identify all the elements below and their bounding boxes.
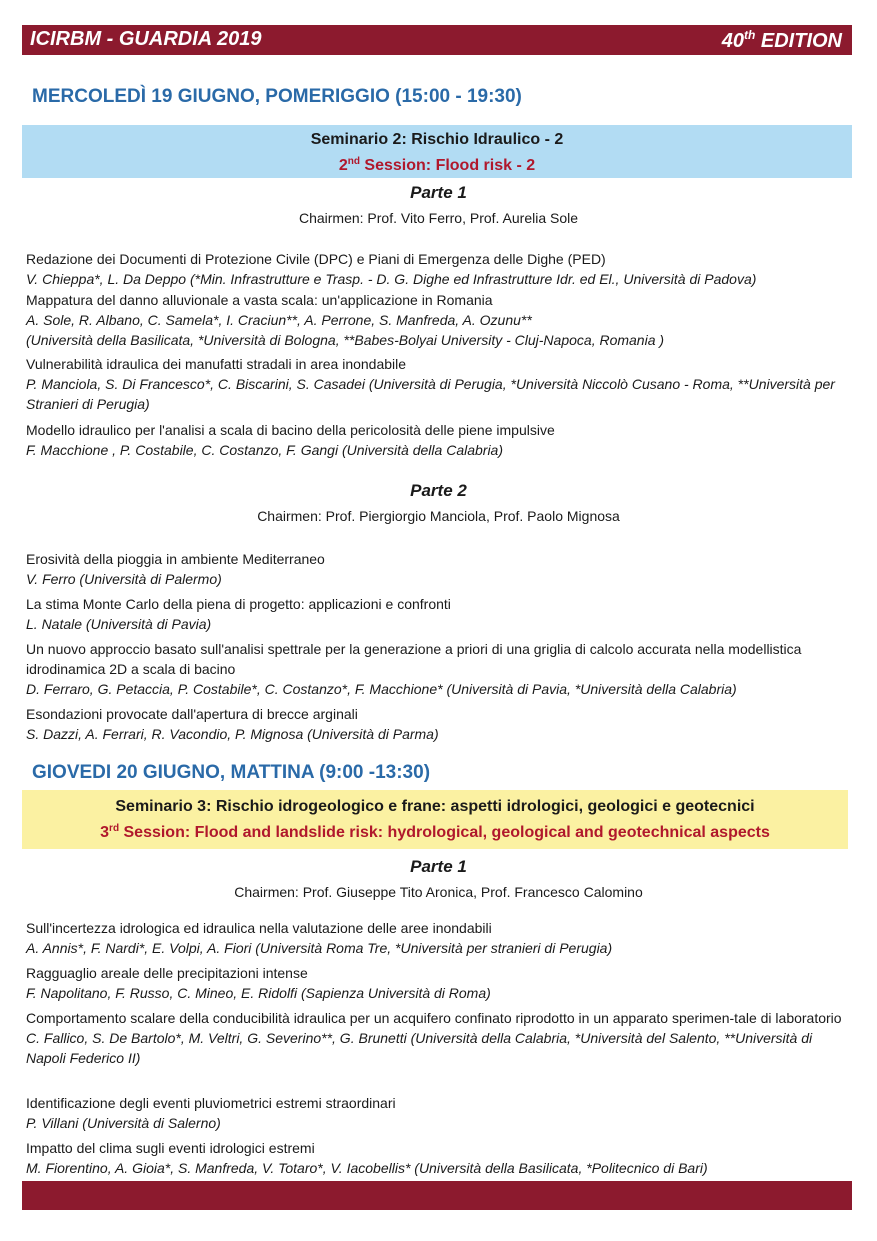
session-title-en: 3rd Session: Flood and landslide risk: hydrological, geological and geotechnical aspects — [100, 823, 770, 841]
talk-authors: D. Ferraro, G. Petaccia, P. Costabile*, C. Costanzo*, F. Macchione* (Università di Pavia, *Università della Calabria) — [26, 681, 737, 697]
chairmen: Chairmen: Prof. Giuseppe Tito Aronica, Prof. Francesco Calomino — [234, 884, 643, 900]
session-title-it: Seminario 3: Rischio idrogeologico e frane: aspetti idrologici, geologici e geotecnici — [115, 798, 755, 815]
edition-label: 40th EDITION — [721, 28, 842, 52]
talk-title: Redazione dei Documenti di Protezione Civile (DPC) e Piani di Emergenza delle Dighe (PED) — [26, 251, 606, 267]
part-heading: Parte 1 — [410, 183, 467, 202]
conference-title: ICIRBM - GUARDIA 2019 — [30, 28, 262, 50]
talk-authors: C. Fallico, S. De Bartolo*, M. Veltri, G. Severino**, G. Brunetti (Università della Calabria, *Università del Salento, **Università di Napoli Federico II) — [26, 1030, 813, 1066]
talk-affiliations: (Università della Basilicata, *Università di Bologna, **Babes-Bolyai University - Cluj-Napoca, Romania ) — [26, 332, 665, 348]
talk-authors: L. Natale (Università di Pavia) — [26, 616, 212, 632]
talk-item — [26, 639, 852, 699]
talk-item — [26, 249, 852, 289]
talk-title: Esondazioni provocate dall'apertura di brecce arginali — [26, 706, 358, 722]
talk-authors: A. Annis*, F. Nardi*, E. Volpi, A. Fiori (Università Roma Tre, *Università per stranieri di Perugia) — [26, 940, 613, 956]
session-box-3 — [22, 790, 848, 849]
talk-item — [26, 1008, 852, 1068]
talk-item — [26, 354, 852, 414]
talk-item — [26, 963, 852, 1003]
talk-title: Ragguaglio areale delle precipitazioni intense — [26, 965, 308, 981]
talk-title: Mappatura del danno alluvionale a vasta scala: un'applicazione in Romania — [26, 292, 493, 308]
talk-authors: S. Dazzi, A. Ferrari, R. Vacondio, P. Mignosa (Università di Parma) — [26, 726, 439, 742]
talk-authors: V. Ferro (Università di Palermo) — [26, 571, 222, 587]
part-heading: Parte 1 — [410, 857, 467, 876]
talk-authors: P. Villani (Università di Salerno) — [26, 1115, 221, 1131]
talk-item — [26, 420, 852, 460]
part-heading: Parte 2 — [410, 481, 467, 500]
talk-title: Impatto del clima sugli eventi idrologici estremi — [26, 1140, 315, 1156]
session-title-it: Seminario 2: Rischio Idraulico - 2 — [310, 131, 564, 148]
talk-title: La stima Monte Carlo della piena di progetto: applicazioni e confronti — [26, 596, 451, 612]
talk-authors: M. Fiorentino, A. Gioia*, S. Manfreda, V. Totaro*, V. Iacobellis* (Università della Basilicata, *Politecnico di Bari) — [26, 1160, 708, 1176]
talk-authors: F. Napolitano, F. Russo, C. Mineo, E. Ridolfi (Sapienza Università di Roma) — [26, 985, 491, 1001]
talk-item — [26, 1093, 852, 1133]
talk-authors: V. Chieppa*, L. Da Deppo (*Min. Infrastrutture e Trasp. - D. G. Dighe ed Infrastrutture Idr. ed El., Università di Padova) — [26, 271, 757, 287]
talk-title: Identificazione degli eventi pluviometrici estremi straordinari — [26, 1095, 396, 1111]
chairmen: Chairmen: Prof. Piergiorgio Manciola, Prof. Paolo Mignosa — [257, 508, 620, 524]
talk-authors: F. Macchione , P. Costabile, C. Costanzo, F. Gangi (Università della Calabria) — [26, 442, 504, 458]
talk-item — [26, 918, 852, 958]
talk-authors: P. Manciola, S. Di Francesco*, C. Biscarini, S. Casadei (Università di Perugia, *Università Niccolò Cusano - Roma, **Università per Stranieri di Perugia) — [26, 376, 835, 412]
talk-title: Modello idraulico per l'analisi a scala di bacino della pericolosità delle piene impulsive — [26, 422, 555, 438]
talk-item — [26, 704, 852, 744]
talk-title: Vulnerabilità idraulica dei manufatti stradali in area inondabile — [26, 356, 407, 372]
footer-bar — [22, 1181, 852, 1210]
talk-title: Sull'incertezza idrologica ed idraulica nella valutazione delle aree inondabili — [26, 920, 492, 936]
talk-title: Comportamento scalare della conducibilità idraulica per un acquifero confinato riprodotto in un apparato sperimen-tale di laboratorio — [26, 1010, 842, 1026]
talk-title: Un nuovo approccio basato sull'analisi spettrale per la generazione a priori di una griglia di calcolo accurata nella modellistica idrodinamica 2D a scala di bacino — [26, 641, 802, 677]
talk-item — [26, 290, 852, 350]
talk-authors: A. Sole, R. Albano, C. Samela*, I. Craciun**, A. Perrone, S. Manfreda, A. Ozunu** — [26, 312, 532, 328]
day-heading-2: GIOVEDI 20 GIUGNO, MATTINA (9:00 -13:30) — [32, 762, 431, 783]
chairmen: Chairmen: Prof. Vito Ferro, Prof. Aurelia Sole — [298, 210, 579, 226]
talk-item — [26, 1138, 852, 1178]
header-bar — [22, 25, 852, 55]
session-box-2 — [22, 125, 852, 178]
talk-title: Erosività della pioggia in ambiente Mediterraneo — [26, 551, 325, 567]
talk-item — [26, 549, 852, 589]
talk-item — [26, 594, 852, 634]
day-heading-1: MERCOLEDÌ 19 GIUGNO, POMERIGGIO (15:00 - 19:30) — [32, 86, 522, 107]
session-title-en: 2nd Session: Flood risk - 2 — [338, 156, 536, 174]
